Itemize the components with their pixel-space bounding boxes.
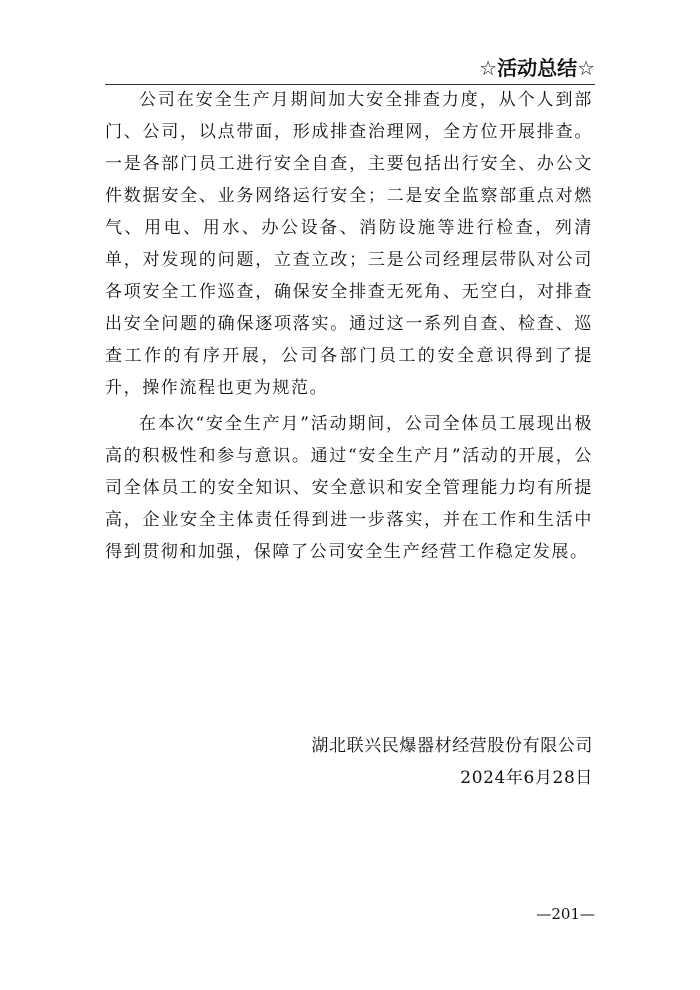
paragraph-1: 公司在安全生产月期间加大安全排查力度，从个人到部门、公司，以点带面，形成排查治理网，全方位开展排查。一是各部门员工进行安全自查，主要包括出行安全、办公文件数据安全、业务网络运行安全；二是安全监察部重点对燃气、用电、用水、办公设备、消防设施等进行检查，列清单，对发现的问题，立查立改；三是公司经理层带队对公司各项安全工作巡查，确保安全排查无死角、无空白，对排查出安全问题的确保逐项落实。通过这一系列自查、检查、巡查工作的有序开展，公司各部门员工的安全意识得到了提升，操作流程也更为规范。 <box>105 90 593 398</box>
section-title: ☆活动总结☆ <box>479 56 595 80</box>
signature-block <box>311 730 593 794</box>
body-text <box>105 84 593 568</box>
paragraph-2: 在本次“安全生产月”活动期间，公司全体员工展现出极高的积极性和参与意识。通过“安全生产月”活动的开展，公司全体员工的安全知识、安全意识和安全管理能力均有所提高，企业安全主体责任得到进一步落实，并在工作和生活中得到贯彻和加强，保障了公司安全生产经营工作稳定发展。 <box>105 414 593 562</box>
page-header <box>105 56 595 85</box>
page-number: —201— <box>536 905 595 923</box>
signature-date: 2024年6月28日 <box>460 768 593 788</box>
signature-company: 湖北联兴民爆器材经营股份有限公司 <box>311 736 593 756</box>
